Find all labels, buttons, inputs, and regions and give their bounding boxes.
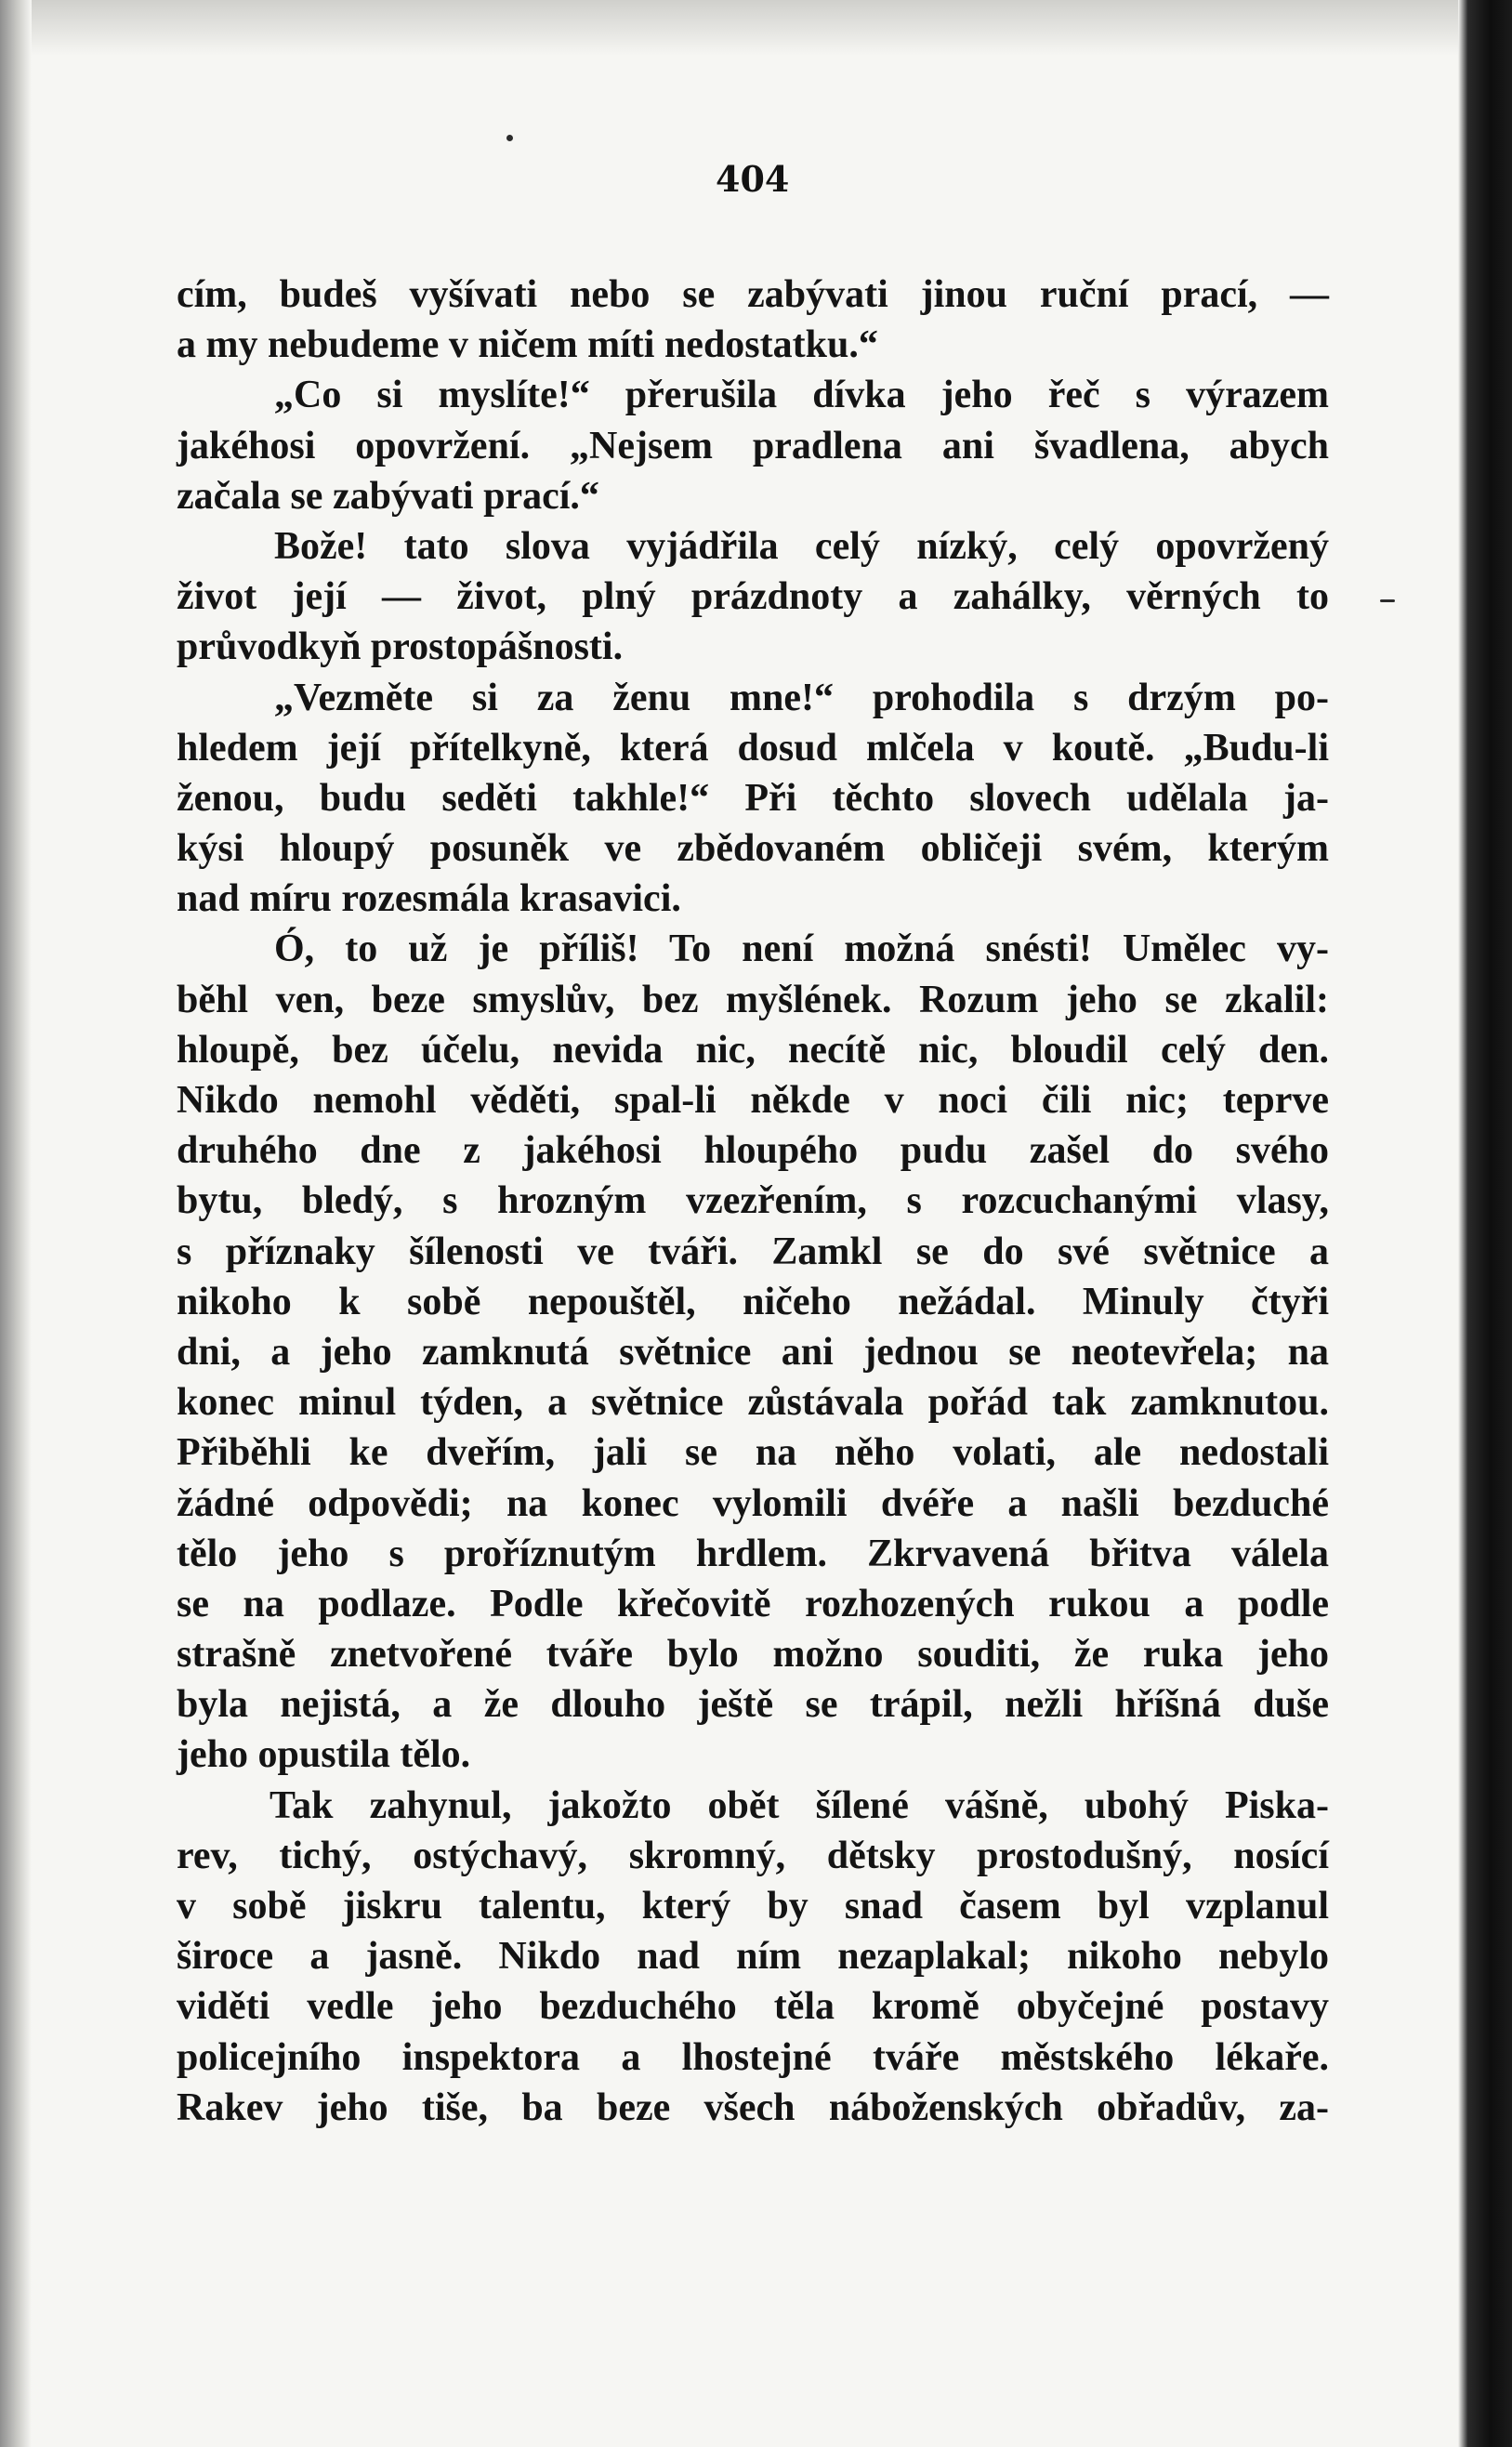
text-line: Nikdo nemohl věděti, spal-li někde v noci čili nic; teprve [177, 1079, 1329, 1122]
text-line: hloupě, bez účelu, nevida nic, necítě nic, bloudil celý den. [177, 1028, 1329, 1072]
text-line: kýsi hloupý posuněk ve zbědovaném obličeji svém, kterým [177, 827, 1329, 871]
scan-edge-right [1458, 0, 1512, 2447]
text-line: a my nebudeme v ničem míti nedostatku.“ [177, 323, 878, 367]
text-line: široce a jasně. Nikdo nad ním nezaplakal; nikoho nebylo [177, 1935, 1329, 1979]
text-line: byla nejistá, a že dlouho ještě se trápil, nežli hříšná duše [177, 1683, 1329, 1727]
text-line: Rakev jeho tiše, ba beze všech náboženských obřadův, za- [177, 2085, 1329, 2129]
text-line: Ó, to už je příliš! To není možná snésti! Umělec vy- [274, 927, 1329, 971]
text-line: konec minul týden, a světnice zůstávala pořád tak zamknutou. [177, 1381, 1329, 1425]
text-line: „Co si myslíte!“ přerušila dívka jeho řeč s výrazem [274, 374, 1329, 417]
text-line: průvodkyň prostopášnosti. [177, 625, 624, 669]
text-line: se na podlaze. Podle křečovitě rozhozených rukou a podle [177, 1582, 1329, 1625]
text-line: jeho opustila tělo. [177, 1733, 471, 1777]
text-line: viděti vedle jeho bezduchého těla kromě obyčejné postavy [177, 1985, 1329, 2029]
text-line: začala se zabývati prací.“ [177, 474, 599, 518]
text-line: hledem její přítelkyně, která dosud mlčela v koutě. „Budu-li [177, 726, 1329, 770]
text-line: „Vezměte si za ženu mne!“ prohodila s drzým po- [274, 676, 1329, 719]
text-line: tělo jeho s proříznutým hrdlem. Zkrvavená břitva válela [177, 1532, 1329, 1575]
text-line: jakéhosi opovržení. „Nejsem pradlena ani švadlena, abych [177, 424, 1329, 467]
text-line: cím, budeš vyšívati nebo se zabývati jinou ruční prací, — [177, 273, 1329, 316]
text-line: dni, a jeho zamknutá světnice ani jednou se neotevřela; na [177, 1330, 1329, 1374]
text-line: Přiběhli ke dveřím, jali se na něho volati, ale nedostali [177, 1431, 1329, 1475]
scan-edge-top [0, 0, 1512, 56]
text-line: s příznaky šílenosti ve tváři. Zamkl se do své světnice a [177, 1230, 1329, 1273]
text-line: Bože! tato slova vyjádřila celý nízký, celý opovržený [274, 524, 1329, 568]
text-line: strašně znetvořené tváře bylo možno souditi, že ruka jeho [177, 1633, 1329, 1677]
body-text [177, 270, 1329, 2133]
text-line: policejního inspektora a lhostejné tváře městského lékaře. [177, 2035, 1329, 2079]
text-line: žádné odpovědi; na konec vylomili dvéře a našli bezduché [177, 1481, 1329, 1525]
text-line: běhl ven, beze smyslův, bez myšlének. Rozum jeho se zkalil: [177, 978, 1329, 1021]
text-line: nad míru rozesmála krasavici. [177, 877, 681, 921]
page-number: 404 [716, 158, 790, 200]
ink-speck [506, 135, 513, 141]
text-line: Tak zahynul, jakožto obět šílené vášně, ubohý Piska- [270, 1783, 1329, 1827]
text-line: ženou, budu seděti takhle!“ Při těchto slovech udělala ja- [177, 776, 1329, 820]
text-line: nikoho k sobě nepouštěl, ničeho nežádal. Minuly čtyři [177, 1280, 1329, 1323]
ink-speck [1380, 599, 1395, 602]
text-line: v sobě jiskru talentu, který by snad časem byl vzplanul [177, 1885, 1329, 1927]
text-line: druhého dne z jakéhosi hloupého pudu zašel do svého [177, 1129, 1329, 1173]
text-line: rev, tichý, ostýchavý, skromný, dětsky prostodušný, nosící [177, 1834, 1329, 1877]
text-line: život její — život, plný prázdnoty a zahálky, věrných to [177, 575, 1329, 619]
text-line: bytu, bledý, s hrozným vzezřením, s rozcuchanými vlasy, [177, 1179, 1329, 1223]
scan-edge-left [0, 0, 32, 2447]
